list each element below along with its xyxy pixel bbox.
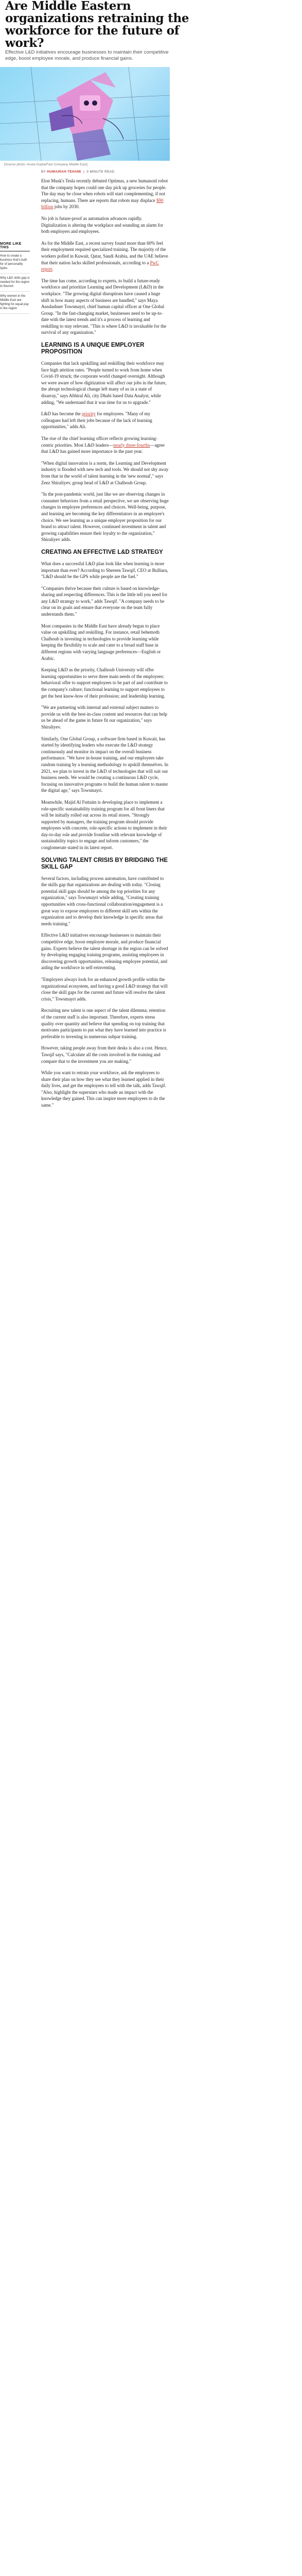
paragraph-text: jobs by 2030. bbox=[54, 204, 80, 210]
section-heading: LEARNING IS A UNIQUE EMPLOYER PROPOSITION bbox=[41, 342, 145, 355]
paragraph-text: As for the Middle East, a recent survey found more than 60% feel their employment required specialized training. The majority of the workers polled in Kuwait, Qatar, Saudi Arabia, and the UAE believe that their nation lacks skilled professionals, according to a bbox=[41, 240, 168, 265]
paragraph: "In the post-pandemic world, just like we are observing changes in consumer behaviors from a retail perspective, we are observing huge changes in employee preferences and choices. Well-being, purpose, and learning are becoming the key differentiators in an employee's choice. We see learning as a unique employer proposition for our brand to attract talent. However, continued investment in talent and growing capabilities ensure their loyalty to the organization," Shiraliyev adds. bbox=[41, 492, 169, 543]
paragraph: Most companies in the Middle East have already begun to place value on upskilling and reskilling. For instance, retail behemoth Chalhoub is investing in technologies to provide learning while keeping the flexibility to scale and cater to a broad staff base in different regions with varying language preferences—English or Arabic. bbox=[41, 623, 161, 661]
paragraph: Several factors, including process automation, have contributed to the skills gap that organizations are dealing with today. "Closing potential skill gaps should be among the top priorities for any organization," says Towsmayri while adding, "Creating training opportunities with cross-functional collaboration/engagement is a great way to expose employees to different skill sets within the organization and to develop their knowledge in specific areas that needs training." bbox=[41, 875, 164, 926]
more-like-this-title: MORE LIKE THIS bbox=[0, 242, 30, 251]
related-link[interactable]: Why women in the Middle East are fighting for equal pay in the region bbox=[0, 292, 30, 314]
paragraph bbox=[41, 178, 169, 210]
paragraph: Keeping L&D as the priority, Chalhoub University will offer learning opportunities to serve three main needs of the employees: behavioral offer to support employees to be part of and contribute to the company's culture; functional learning to support employees to get the best know-how of their profession; and leadership learning. bbox=[41, 667, 168, 699]
paragraph: "When digital innovation is a norm, the Learning and Development industry is flooded with new tech and tools. We should not shy away from that in the world of talent learning in the 'new normal'," says Zeez Shiraliyev, group head of L&D at Chalhoub Group. bbox=[41, 460, 169, 485]
paragraph-text: L&D has become the bbox=[41, 411, 81, 417]
paragraph-text: The rise of the chief learning officer reflects growing learning-centric priorities. Most L&D leaders— bbox=[41, 436, 157, 448]
inline-link[interactable]: priority bbox=[81, 411, 96, 417]
image-caption: [Source photo: Anuta Gupta/Fast Company Middle East] bbox=[4, 163, 87, 166]
hero-image bbox=[0, 67, 170, 161]
paragraph: Companies that lack upskilling and reskilling their workforce may face high attrition rates. "People turned to work from home when Covid-19 struck; the corporate world changed overnight. Although we were aware of how digitization will affect our jobs in the future, the abrupt technological change left many of us in a state of disarray," says Abhiral Ali, city Dhabi based Data Analyst, while adding, "We understand that it was time for us to upgrade." bbox=[41, 361, 167, 405]
paragraph: "Companies thrive because their culture is based on knowledge-sharing and respecting differences. This is the little tell you need for any L&D strategy to work," adds Tawqif. "A company needs to be clear on its goals and ensure that everyone on the team fully understands them." bbox=[41, 585, 168, 617]
paragraph: Similarly, One Global Group, a software firm based in Kuwait, has started by identifying leaders who execute the L&D strategy continuously and monitor its impact on the overall business performance. "We have in-house training, and our employees take random training by a learning methodology to upskill themselves. In 2021, we plan to invest in the L&D of technologies that will suit our business needs. We would be creating a continuous L&D cycle, focusing on innovative programs to build the human talent to master the digital age," says Towsmayri. bbox=[41, 736, 168, 793]
author-link[interactable]: HUMAIRAH TEHAMI bbox=[47, 170, 81, 174]
paragraph-text: for employees. "Many of my colleagues had left their jobs because of the lack of learning opportunities," adds Ali. bbox=[41, 411, 152, 430]
paragraph bbox=[41, 411, 169, 430]
inline-link[interactable]: PwC report bbox=[41, 260, 159, 272]
paragraph bbox=[41, 240, 169, 273]
paragraph: No job is future-proof as automation advances rapidly. Digitalization is altering the workplace and sounding an alarm for both employers and employees. bbox=[41, 215, 164, 234]
inline-link[interactable]: nearly three-fourths bbox=[113, 442, 150, 448]
read-time: 3 MINUTE READ bbox=[86, 170, 115, 174]
paragraph: Effective L&D initiatives encourage businesses to maintain their competitive edge, boost employee morale, and produce financial gains. Experts believe the talent shortage in the region can be solved by developing engaging training programs, assisting employees in discovering growth opportunities, releasing employee potential, and aiding the workforce in self-reinventing. bbox=[41, 933, 168, 971]
article-headline: Are Middle Eastern organizations retraining the workforce for the future of work? bbox=[5, 0, 189, 50]
paragraph: Meanwhile, Majid Al Futtaim is developing place to implement a role-specific sustainability training program for all front liners that will be initially rolled out across its retail stores. "Strongly supported by managers, the training program should provide employees with concrete, role-specific actions to implement in their day-to-day role and provide frontline with relevant knowledge of sustainability topics to engage and inform customers," the conglomerate stated in its latest report. bbox=[41, 799, 167, 851]
paragraph bbox=[41, 435, 169, 455]
paragraph: Recruiting new talent is one aspect of the talent dilemma; retention of the current staff is also important. Therefore, experts stress quality over quantity and believe that spending on top training that motivates participants to put what they have learned into practice is preferable to investing in numerous subpar training. bbox=[41, 1008, 166, 1039]
more-like-this-rail bbox=[0, 242, 30, 314]
paragraph-text: —agree that L&D has gained more importance in the past year. bbox=[41, 442, 165, 454]
related-link[interactable]: Why L&D skills gap is needed for the region to flourish bbox=[0, 274, 30, 292]
paragraph-text: . bbox=[52, 266, 54, 272]
paragraph: "We are partnering with internal and external subject matters to provide us with the best-in-class content and resources that can help us be ahead of the game in future fit our organization," says Shiraliyev. bbox=[41, 705, 167, 730]
paragraph: The time has come, according to experts, to build a future-ready workforce and prioritize Learning and Development (L&D) in the workplace. "The growing digital disruptions have caused a huge shift in how many aspects of business are handled," says Maya Ansdashner Towsmayri, chief human capital officer at One Global Group. "In the fast-changing market, businesses need to be up-to-date with the latest trends and it's a process of learning and reskilling to stay relevant. "This is where L&D is invaluable for the survival of any organization." bbox=[41, 278, 167, 335]
byline: BY HUMAIRAH TEHAMI | 3 MINUTE READ bbox=[41, 170, 115, 174]
section-heading: CREATING AN EFFECTIVE L&D STRATEGY bbox=[41, 549, 163, 555]
article-dek: Effective L&D initiatives encourage businesses to maintain their competitive edge, boost employee morale, and produce financial gains. bbox=[5, 49, 169, 61]
byline-prefix: BY bbox=[41, 170, 46, 174]
inline-link[interactable]: $90 billion bbox=[41, 197, 164, 210]
paragraph: "Employers always look for an enhanced growth profile within the organizational ecosystem, and having a good L&D strategy that will close the skill gaps for the current and future will resolve the talent crisis," Towsmayri adds. bbox=[41, 976, 168, 1002]
section-heading: SOLVING TALENT CRISIS BY BRIDGING THE SKILL GAP bbox=[41, 857, 168, 870]
paragraph-text: Elon Musk's Tesla recently debuted Optimus, a new humanoid robot that the company hopes could one day pick up groceries for people. The day may be close when robots will start complementing, if not replacing, humans. There are reports that robots may displace bbox=[41, 178, 168, 203]
article-body bbox=[41, 170, 169, 1114]
paragraph: What does a successful L&D plan look like when learning is more important than ever? According to Shereen Tawqif, CEO at Bulliara, "L&D should be the GPS while people are the fuel." bbox=[41, 561, 168, 580]
robot-illustration bbox=[0, 67, 170, 161]
paragraph: While you want to retrain your workforce, ask the employees to share their plan on how they see what they learned applied in their daily lives, and get the employees to tell with the talk, adds Tawqif. "Also, highlight the superstars who made an impact with the knowledge they gained. This can inspire more employees to do the same." bbox=[41, 1070, 166, 1108]
paragraph: However, taking people away from their desks is also a cost. Hence, Tawqif says, "Calculate all the costs involved in the training and compare that to the investment you are making." bbox=[41, 1045, 168, 1064]
related-link[interactable]: How to create a business that's built for of personality types bbox=[0, 251, 30, 274]
